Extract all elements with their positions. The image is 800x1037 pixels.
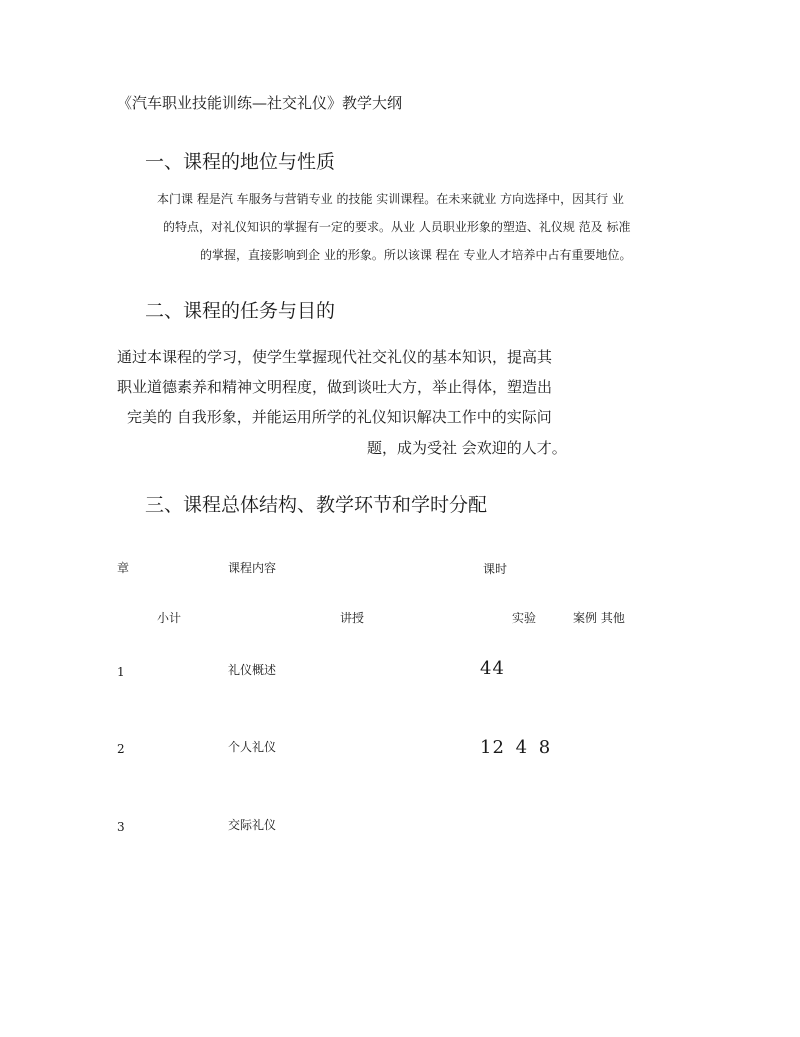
col-case-other-header: 案例 其他 [573, 611, 625, 625]
row-content: 礼仪概述 [228, 663, 277, 677]
section-1-line-1: 本门课 程是汽 车服务与营销专业 的技能 实训课程。在未来就业 方向选择中，因其行 业 [157, 192, 624, 206]
row-hours: 44 [480, 658, 505, 679]
section-1-line-3: 的掌握，直接影响到企 业的形象。所以该课 程在 专业人才培养中占有重要地位。 [200, 248, 632, 262]
section-1-line-2: 的特点，对礼仪知识的掌握有一定的要求。从业 人员职业形象的塑造、礼仪规 范及 标准 [163, 220, 631, 234]
section-2-line-1: 通过本课程的学习，使学生掌握现代社交礼仪的基本知识，提高其 [117, 348, 553, 366]
document-title: 《汽车职业技能训练—社交礼仪》教学大纲 [117, 94, 403, 112]
row-hours: 12 4 8 [480, 737, 552, 758]
col-subtotal-header: 小计 [157, 611, 182, 625]
col-content-header: 课程内容 [228, 561, 277, 575]
row-content: 个人礼仪 [228, 740, 277, 754]
row-number: 1 [117, 665, 125, 679]
row-number: 2 [117, 742, 125, 756]
col-chapter-header: 章 [117, 561, 130, 575]
section-1-heading: 一、课程的地位与性质 [145, 151, 336, 173]
section-2-heading: 二、课程的任务与目的 [145, 300, 336, 322]
col-lecture-header: 讲授 [340, 611, 365, 625]
row-content: 交际礼仪 [228, 818, 277, 832]
row-number: 3 [117, 820, 125, 834]
col-experiment-header: 实验 [512, 611, 537, 625]
section-3-heading: 三、课程总体结构、教学环节和学时分配 [145, 494, 488, 516]
section-2-line-3: 完美的 自我形象，并能运用所学的礼仪知识解决工作中的实际问 [127, 408, 552, 426]
section-2-line-2: 职业道德素养和精神文明程度，做到谈吐大方，举止得体，塑造出 [117, 378, 553, 396]
col-hours-header: 课时 [483, 562, 508, 576]
section-2-line-4: 题，成为受社 会欢迎的人才。 [367, 439, 567, 457]
